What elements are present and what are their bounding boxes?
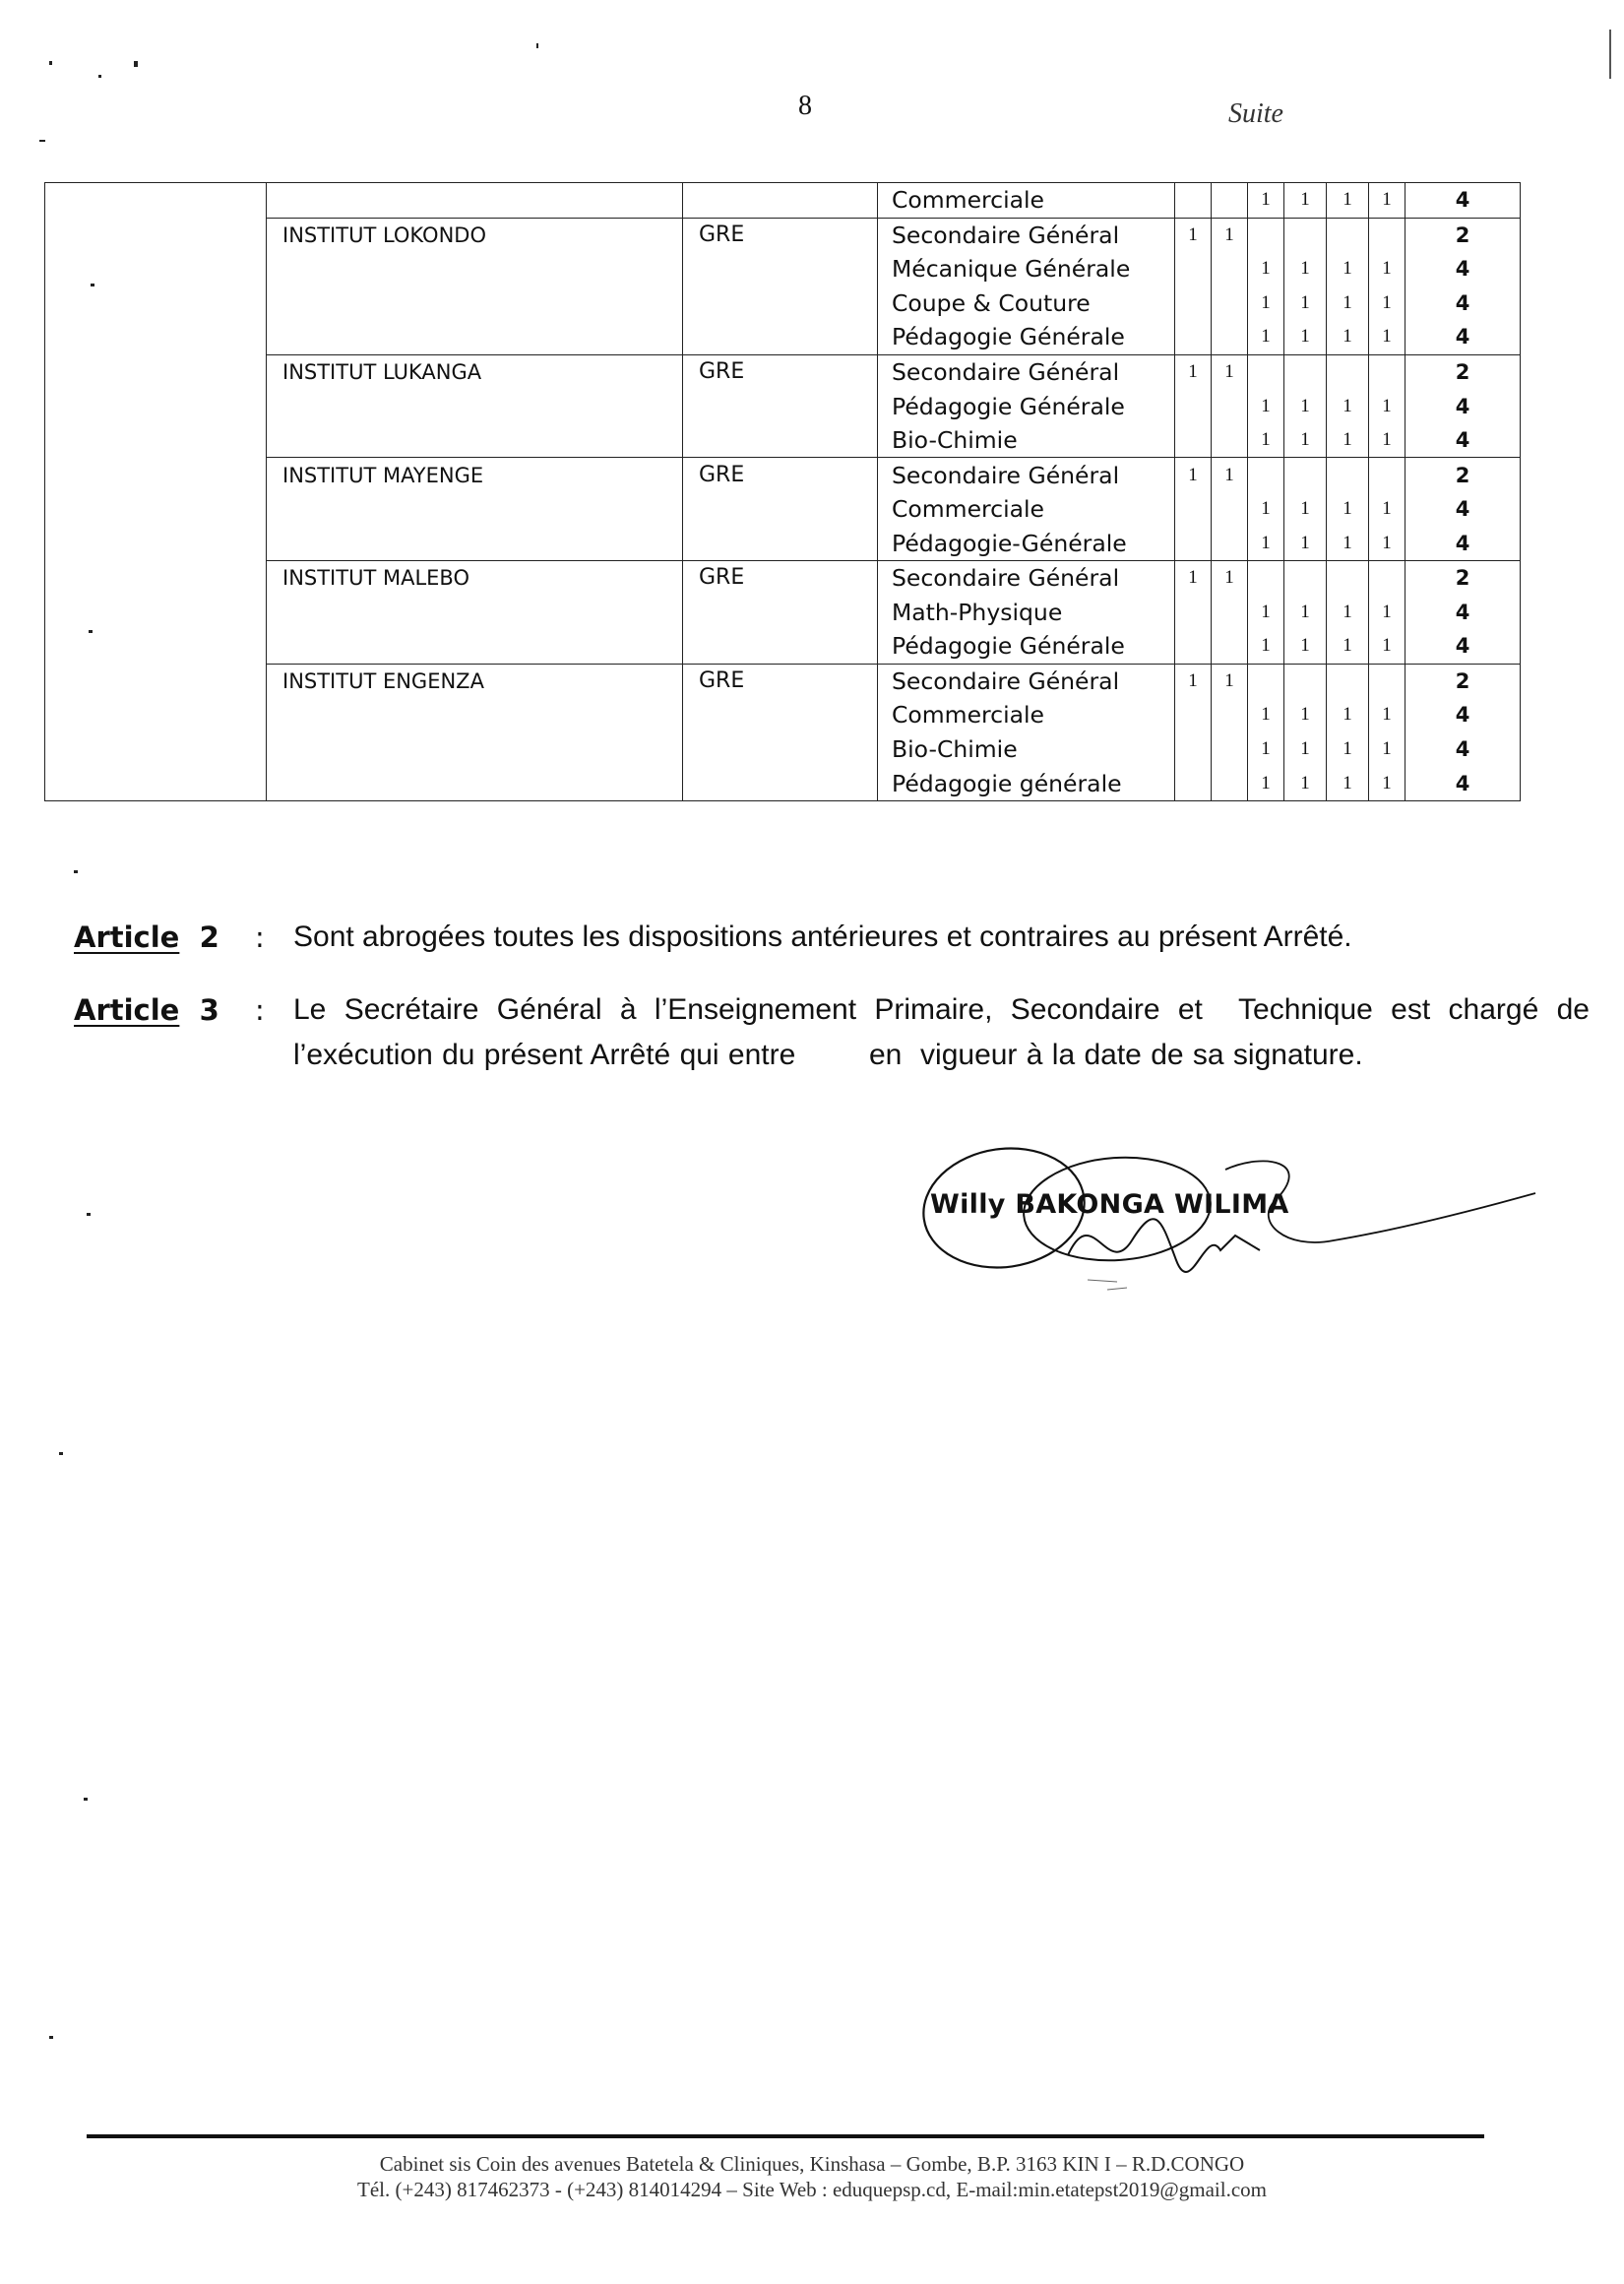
scan-speck: [39, 140, 45, 142]
class-count-cell: [1212, 423, 1248, 458]
section-cell: Bio-Chimie: [878, 732, 1175, 767]
class-count-cell: 1: [1284, 526, 1327, 560]
regime-cell: GRE: [683, 664, 878, 698]
class-count-cell: [1284, 218, 1327, 252]
regime-cell: [683, 389, 878, 423]
regime-cell: [683, 698, 878, 732]
class-count-cell: [1248, 354, 1284, 389]
table-row: [45, 526, 1521, 560]
article-3-text: Le Secrétaire Général à l’Enseignement Primaire, Secondaire et Technique est chargé de l’exécution du présent Arrêté qui entre en vigueur à la date de sa signature.: [293, 993, 1599, 1071]
total-cell: 4: [1405, 596, 1521, 630]
regime-cell: [683, 320, 878, 354]
regime-cell: [683, 183, 878, 219]
class-count-cell: 1: [1248, 183, 1284, 219]
class-count-cell: [1212, 698, 1248, 732]
signature-block: [920, 1142, 1540, 1319]
class-count-cell: 1: [1248, 286, 1284, 321]
school-name-cell: [267, 596, 683, 630]
class-count-cell: 1: [1327, 732, 1369, 767]
class-count-cell: [1175, 389, 1212, 423]
total-cell: 4: [1405, 698, 1521, 732]
class-count-cell: 1: [1369, 286, 1405, 321]
table-row: [45, 766, 1521, 800]
class-count-cell: 1: [1284, 732, 1327, 767]
article-3-word: Article: [74, 993, 180, 1027]
row-margin-cell: [45, 458, 267, 492]
school-name-cell: [267, 423, 683, 458]
section-cell: Pédagogie Générale: [878, 629, 1175, 664]
class-count-cell: 1: [1175, 354, 1212, 389]
class-count-cell: 1: [1248, 766, 1284, 800]
class-count-cell: [1327, 354, 1369, 389]
class-count-cell: [1212, 526, 1248, 560]
total-cell: 4: [1405, 526, 1521, 560]
class-count-cell: 1: [1284, 766, 1327, 800]
class-count-cell: 1: [1175, 218, 1212, 252]
class-count-cell: [1212, 492, 1248, 527]
class-count-cell: 1: [1369, 596, 1405, 630]
class-count-cell: [1212, 732, 1248, 767]
section-cell: Pédagogie-Générale: [878, 526, 1175, 560]
class-count-cell: [1284, 561, 1327, 596]
section-cell: Mécanique Générale: [878, 252, 1175, 286]
table-row: [45, 218, 1521, 252]
class-count-cell: 1: [1327, 629, 1369, 664]
table-row: [45, 183, 1521, 219]
class-count-cell: 1: [1212, 458, 1248, 492]
section-cell: Bio-Chimie: [878, 423, 1175, 458]
table-row: [45, 252, 1521, 286]
table-row: [45, 596, 1521, 630]
total-cell: 2: [1405, 458, 1521, 492]
row-margin-cell: [45, 561, 267, 596]
class-count-cell: 1: [1369, 629, 1405, 664]
class-count-cell: 1: [1369, 389, 1405, 423]
class-count-cell: [1212, 286, 1248, 321]
row-margin-cell: [45, 218, 267, 252]
class-count-cell: 1: [1175, 664, 1212, 698]
table-row: [45, 698, 1521, 732]
class-count-cell: [1212, 596, 1248, 630]
table-row: [45, 561, 1521, 596]
table-row: [45, 732, 1521, 767]
table-row: [45, 354, 1521, 389]
schools-grid: [44, 182, 1521, 801]
table-body: [45, 183, 1521, 801]
class-count-cell: 1: [1284, 252, 1327, 286]
regime-cell: [683, 596, 878, 630]
class-count-cell: 1: [1369, 423, 1405, 458]
class-count-cell: 1: [1248, 389, 1284, 423]
class-count-cell: 1: [1327, 286, 1369, 321]
handwritten-signature-icon: [920, 1142, 1540, 1319]
article-3-label: [74, 987, 219, 1033]
scan-speck: [59, 1452, 63, 1455]
class-count-cell: 1: [1248, 252, 1284, 286]
class-count-cell: 1: [1212, 664, 1248, 698]
class-count-cell: 1: [1248, 320, 1284, 354]
class-count-cell: [1327, 561, 1369, 596]
row-margin-cell: [45, 596, 267, 630]
class-count-cell: [1369, 561, 1405, 596]
row-margin-cell: [45, 183, 267, 219]
class-count-cell: 1: [1248, 526, 1284, 560]
section-cell: Secondaire Général: [878, 354, 1175, 389]
class-count-cell: 1: [1327, 698, 1369, 732]
page-number: 8: [798, 91, 812, 121]
scan-speck: [87, 1213, 91, 1216]
footer-rule: [87, 2134, 1484, 2138]
class-count-cell: [1327, 664, 1369, 698]
class-count-cell: 1: [1175, 458, 1212, 492]
article-2-word: Article: [74, 920, 180, 954]
class-count-cell: 1: [1284, 492, 1327, 527]
table-row: [45, 458, 1521, 492]
class-count-cell: [1212, 629, 1248, 664]
class-count-cell: [1175, 629, 1212, 664]
class-count-cell: 1: [1369, 698, 1405, 732]
row-margin-cell: [45, 664, 267, 698]
section-cell: Commerciale: [878, 492, 1175, 527]
row-margin-cell: [45, 766, 267, 800]
row-margin-cell: [45, 698, 267, 732]
regime-cell: [683, 252, 878, 286]
section-cell: Coupe & Couture: [878, 286, 1175, 321]
class-count-cell: 1: [1327, 389, 1369, 423]
total-cell: 2: [1405, 354, 1521, 389]
class-count-cell: 1: [1369, 732, 1405, 767]
regime-cell: [683, 423, 878, 458]
table-row: [45, 389, 1521, 423]
class-count-cell: 1: [1327, 183, 1369, 219]
row-margin-cell: [45, 492, 267, 527]
class-count-cell: 1: [1284, 286, 1327, 321]
class-count-cell: 1: [1284, 629, 1327, 664]
regime-cell: GRE: [683, 561, 878, 596]
class-count-cell: 1: [1327, 492, 1369, 527]
class-count-cell: [1175, 286, 1212, 321]
school-name-cell: INSTITUT MALEBO: [267, 561, 683, 596]
class-count-cell: 1: [1212, 354, 1248, 389]
article-2-label: [74, 915, 219, 960]
scan-speck: [84, 1798, 88, 1801]
row-margin-cell: [45, 354, 267, 389]
section-cell: Secondaire Général: [878, 458, 1175, 492]
table-row: [45, 286, 1521, 321]
school-name-cell: INSTITUT LUKANGA: [267, 354, 683, 389]
total-cell: 2: [1405, 664, 1521, 698]
class-count-cell: 1: [1369, 320, 1405, 354]
class-count-cell: 1: [1369, 526, 1405, 560]
class-count-cell: [1175, 732, 1212, 767]
class-count-cell: 1: [1212, 561, 1248, 596]
class-count-cell: [1248, 664, 1284, 698]
total-cell: 2: [1405, 561, 1521, 596]
class-count-cell: [1248, 561, 1284, 596]
school-name-cell: [267, 492, 683, 527]
class-count-cell: 1: [1284, 698, 1327, 732]
scan-speck: [74, 870, 78, 873]
section-cell: Commerciale: [878, 698, 1175, 732]
class-count-cell: 1: [1175, 561, 1212, 596]
class-count-cell: [1212, 252, 1248, 286]
regime-cell: GRE: [683, 354, 878, 389]
footer-address: Cabinet sis Coin des avenues Batetela & Cliniques, Kinshasa – Gombe, B.P. 3163 KIN I – R.D.CONGO: [379, 2152, 1245, 2176]
class-count-cell: 1: [1248, 423, 1284, 458]
table-row: [45, 492, 1521, 527]
section-cell: Secondaire Général: [878, 218, 1175, 252]
class-count-cell: [1175, 526, 1212, 560]
table-row: [45, 629, 1521, 664]
class-count-cell: 1: [1327, 252, 1369, 286]
section-cell: Secondaire Général: [878, 561, 1175, 596]
class-count-cell: [1175, 320, 1212, 354]
section-cell: Pédagogie Générale: [878, 389, 1175, 423]
total-cell: 4: [1405, 252, 1521, 286]
school-name-cell: [267, 766, 683, 800]
class-count-cell: [1369, 664, 1405, 698]
section-cell: Pédagogie générale: [878, 766, 1175, 800]
article-2-number: 2: [199, 920, 219, 954]
school-name-cell: [267, 252, 683, 286]
regime-cell: GRE: [683, 218, 878, 252]
school-name-cell: [267, 286, 683, 321]
class-count-cell: 1: [1327, 320, 1369, 354]
total-cell: 4: [1405, 629, 1521, 664]
total-cell: 4: [1405, 286, 1521, 321]
class-count-cell: [1175, 252, 1212, 286]
row-margin-cell: [45, 526, 267, 560]
class-count-cell: [1175, 183, 1212, 219]
regime-cell: [683, 732, 878, 767]
row-margin-cell: [45, 423, 267, 458]
class-count-cell: 1: [1369, 492, 1405, 527]
class-count-cell: 1: [1369, 252, 1405, 286]
row-margin-cell: [45, 629, 267, 664]
class-count-cell: [1175, 766, 1212, 800]
school-name-cell: [267, 629, 683, 664]
total-cell: 4: [1405, 423, 1521, 458]
school-name-cell: INSTITUT MAYENGE: [267, 458, 683, 492]
class-count-cell: [1175, 596, 1212, 630]
class-count-cell: [1175, 492, 1212, 527]
school-name-cell: INSTITUT ENGENZA: [267, 664, 683, 698]
article-2-colon: :: [255, 920, 265, 954]
regime-cell: [683, 629, 878, 664]
school-name-cell: [267, 526, 683, 560]
scan-speck: [1609, 30, 1611, 79]
article-3-colon: :: [255, 993, 265, 1027]
row-margin-cell: [45, 320, 267, 354]
class-count-cell: [1175, 423, 1212, 458]
row-margin-cell: [45, 389, 267, 423]
school-name-cell: [267, 183, 683, 219]
class-count-cell: 1: [1369, 183, 1405, 219]
scan-speck: [49, 61, 52, 65]
class-count-cell: 1: [1212, 218, 1248, 252]
class-count-cell: [1369, 218, 1405, 252]
class-count-cell: 1: [1284, 423, 1327, 458]
total-cell: 4: [1405, 732, 1521, 767]
class-count-cell: [1284, 458, 1327, 492]
class-count-cell: [1284, 664, 1327, 698]
class-count-cell: 1: [1284, 596, 1327, 630]
class-count-cell: [1212, 183, 1248, 219]
scan-speck: [134, 61, 138, 67]
class-count-cell: 1: [1248, 698, 1284, 732]
regime-cell: [683, 526, 878, 560]
continuation-note: Suite: [1228, 98, 1283, 129]
class-count-cell: [1212, 389, 1248, 423]
regime-cell: [683, 286, 878, 321]
article-3-number: 3: [199, 993, 219, 1027]
section-cell: Secondaire Général: [878, 664, 1175, 698]
class-count-cell: [1248, 218, 1284, 252]
class-count-cell: 1: [1284, 389, 1327, 423]
class-count-cell: [1212, 320, 1248, 354]
class-count-cell: 1: [1248, 732, 1284, 767]
article-2-text: Sont abrogées toutes les dispositions antérieures et contraires au présent Arrêté.: [293, 920, 1352, 953]
school-name-cell: INSTITUT LOKONDO: [267, 218, 683, 252]
total-cell: 4: [1405, 320, 1521, 354]
row-margin-cell: [45, 252, 267, 286]
section-cell: Math-Physique: [878, 596, 1175, 630]
row-margin-cell: [45, 732, 267, 767]
schools-table: [44, 182, 1521, 801]
class-count-cell: 1: [1284, 320, 1327, 354]
class-count-cell: [1369, 354, 1405, 389]
class-count-cell: 1: [1248, 596, 1284, 630]
scan-speck: [49, 2036, 53, 2039]
table-row: [45, 423, 1521, 458]
row-margin-cell: [45, 286, 267, 321]
class-count-cell: 1: [1248, 629, 1284, 664]
total-cell: 4: [1405, 183, 1521, 219]
regime-cell: GRE: [683, 458, 878, 492]
regime-cell: [683, 766, 878, 800]
footer-contact: Tél. (+243) 817462373 - (+243) 814014294 – Site Web : eduquepsp.cd, E-mail:min.etatepst2019@gmail.com: [357, 2178, 1267, 2201]
table-row: [45, 320, 1521, 354]
class-count-cell: 1: [1327, 766, 1369, 800]
class-count-cell: 1: [1327, 423, 1369, 458]
class-count-cell: 1: [1327, 596, 1369, 630]
section-cell: Pédagogie Générale: [878, 320, 1175, 354]
total-cell: 4: [1405, 389, 1521, 423]
class-count-cell: [1284, 354, 1327, 389]
school-name-cell: [267, 389, 683, 423]
class-count-cell: [1212, 766, 1248, 800]
table-row: [45, 664, 1521, 698]
class-count-cell: [1175, 698, 1212, 732]
regime-cell: [683, 492, 878, 527]
section-cell: Commerciale: [878, 183, 1175, 219]
scan-speck: [98, 75, 101, 78]
school-name-cell: [267, 732, 683, 767]
class-count-cell: [1327, 458, 1369, 492]
class-count-cell: [1369, 458, 1405, 492]
class-count-cell: 1: [1327, 526, 1369, 560]
class-count-cell: 1: [1284, 183, 1327, 219]
class-count-cell: [1248, 458, 1284, 492]
class-count-cell: 1: [1248, 492, 1284, 527]
total-cell: 2: [1405, 218, 1521, 252]
scan-speck: [536, 43, 538, 48]
total-cell: 4: [1405, 492, 1521, 527]
class-count-cell: [1327, 218, 1369, 252]
class-count-cell: 1: [1369, 766, 1405, 800]
signatory-name: Willy BAKONGA WILIMA: [930, 1189, 1289, 1220]
school-name-cell: [267, 698, 683, 732]
total-cell: 4: [1405, 766, 1521, 800]
school-name-cell: [267, 320, 683, 354]
